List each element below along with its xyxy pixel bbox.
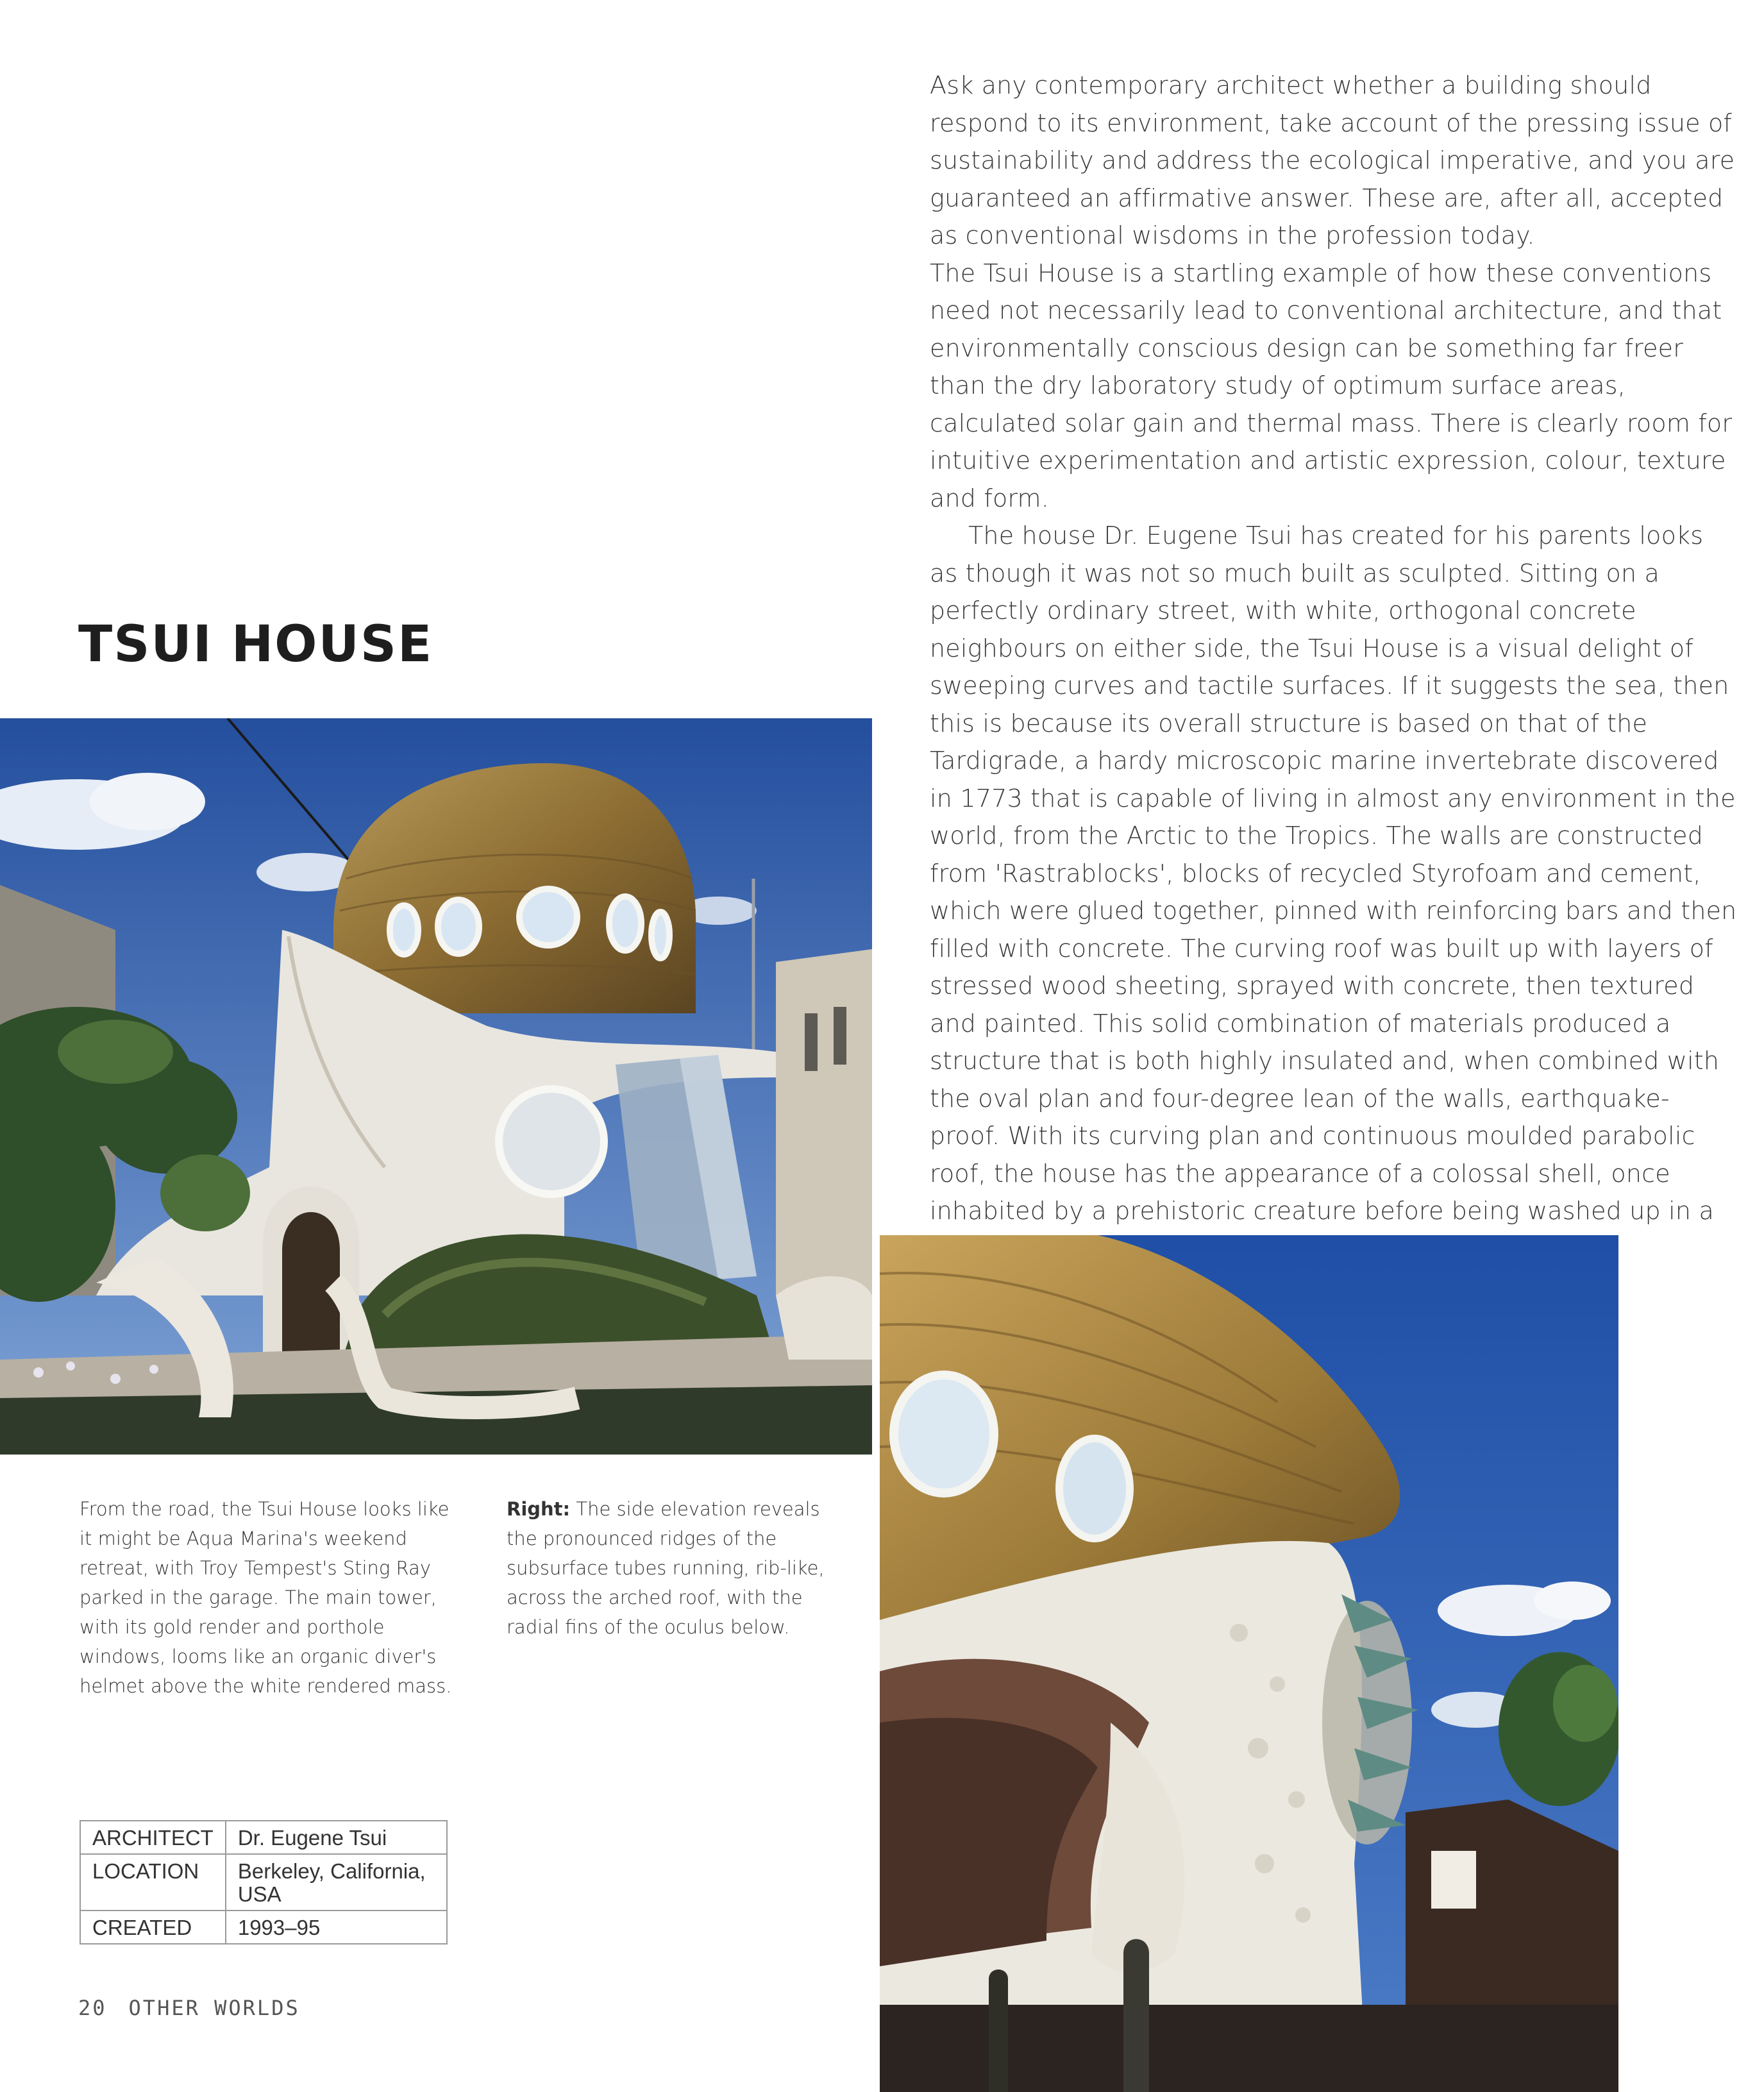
caption-body: The side elevation reveals the pronounced ridges of the subsurface tubes running, rib-like, across the arched roof, with the radial fins of the oculus below. [507,1498,825,1638]
caption-lead: Right: [507,1498,571,1520]
project-info-table [80,1820,448,1944]
info-label-location: LOCATION [80,1854,226,1911]
article-paragraph-3: The house Dr. Eugene Tsui has created for his parents looks as though it was not so much built as sculpted. Sitting on a perfectly ordinary street, with white, orthogonal concrete neighbours on either side, the Tsui House is a visual delight of sweeping curves and tactile surfaces. If it suggests the sea, then this is because its overall structure is based on that of the Tardigrade, a hardy microscopic marine invertebrate discovered in 1773 that is capable of living in almost any environment in the world, from the Arctic to the Tropics. The walls are constructed from 'Rastrablocks', blocks of recycled Styrofoam and cement, which were glued together, pinned with reinforcing bars and then filled with concrete. The curving roof was built up with layers of stressed wood sheeting, sprayed with concrete, then textured and painted. This solid combination of materials produced a structure that is both highly insulated and, when combined with the oval plan and four-degree lean of the walls, earthquake-proof. With its curving plan and continuous moulded parabolic roof, the house has the appearance of a colossal shell, once inhabited by a prehistoric creature before being washed up in a [930,521,1737,1225]
info-label-architect: ARCHITECT [80,1821,226,1854]
caption-front-photo: From the road, the Tsui House looks like it might be Aqua Marina's weekend retreat, with Troy Tempest's Sting Ray parked in the garage. The main tower, with its gold render and porthole windows, looms like an organic diver's helmet above the white rendered mass. [80,1498,452,1697]
photo-front-elevation [0,718,872,1455]
article-body [930,67,1738,1267]
article-paragraph-1: Ask any contemporary architect whether a building should respond to its environment, take account of the pressing issue of sustainability and address the ecological imperative, and you are guaranteed an affirmative answer. These are, after all, accepted as conventional wisdoms in the profession today. [930,71,1735,249]
article-paragraph-2: The Tsui House is a startling example of how these conventions need not necessarily lead to conventional architecture, and that environmentally conscious design can be something far freer than the dry laboratory study of optimum surface areas, calculated solar gain and thermal mass. There is clearly room for intuitive experimentation and artistic expression, colour, texture and form. [930,258,1733,512]
page-number: 20 [78,1996,107,2020]
info-value-location: Berkeley, California, USA [226,1854,447,1911]
info-label-created: CREATED [80,1911,226,1944]
page-footer [78,1996,300,2020]
table-row [80,1821,447,1854]
page-title: TSUI HOUSE [78,616,433,673]
table-row [80,1911,447,1944]
info-value-architect: Dr. Eugene Tsui [226,1821,447,1854]
section-name: OTHER WORLDS [128,1996,300,2020]
photo-side-elevation [880,1235,1618,2092]
info-value-created: 1993–95 [226,1911,447,1944]
table-row [80,1854,447,1911]
caption-side-photo [507,1494,840,1642]
